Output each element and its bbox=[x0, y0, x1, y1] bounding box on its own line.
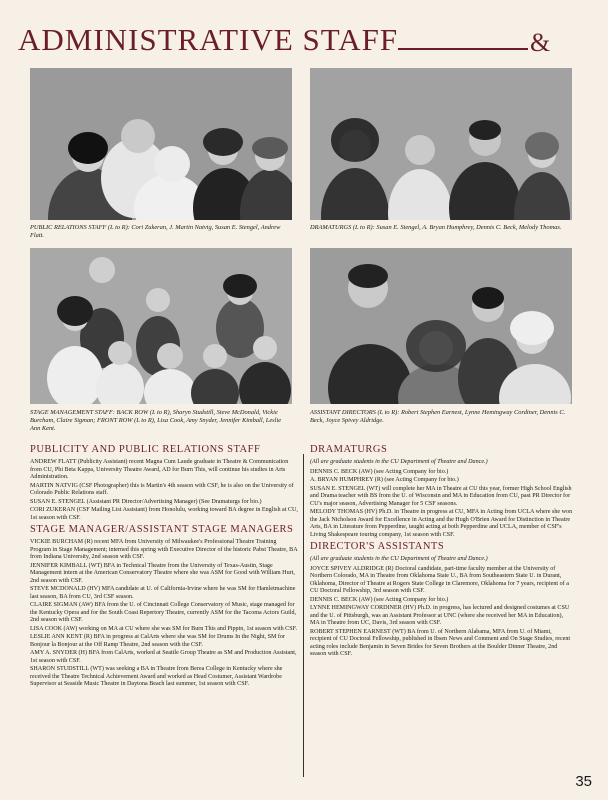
bio-paragraph: LESLIE ANN KENT (R) BFA in progress at CalArts where she was SM for Drums In the Night, SM for Bonjour la Bonjour at the Off Ramp Theatre, 2nd season with the CSF. bbox=[30, 634, 286, 648]
column-divider bbox=[303, 454, 304, 777]
section-heading-dramaturgs: DRAMATURGS bbox=[310, 444, 388, 455]
bio-paragraph: SUSAN E. STENGEL (WT) will complete her MA in Theatre at CU this year, former High School English and Drama teacher with BS from the U. of Wisconsin and MA in Education from CU, past PR Director for CU's major season, Advertising Manager for 5 CSF seasons. bbox=[310, 485, 572, 507]
bio-paragraph: DENNIS C. BECK (AW) (see Acting Company for bio.) bbox=[310, 468, 449, 475]
bio-paragraph: ANDREW FLATT (Publicity Assistant) recent Magna Cum Laude graduate in Theatre & Communication from CU, Phi Beta Kappa, University Theatre Award, AD for Burn This, will continue his studies in Arts Administration. bbox=[30, 459, 289, 480]
bio-paragraph: CLAIRE SIGMAN (AW) BFA from the U. of Cincinnati College Conservatory of Music, stage managed for the Kentucky Opera and for the South Coast Repertory Theatre, currently ASM for the Tacoma Actors Guild, 2nd season with CSF. bbox=[30, 602, 297, 623]
photo-public-relations-staff bbox=[30, 68, 292, 220]
bio-paragraph: MELODY THOMAS (HV) Ph.D. in Theatre in progress at CU, MFA in Acting from UCLA where she won the Jack Nicholson Award for Excellence in Acting and the Hugh O'Brien Award for Distinction in Theatre Arts, BA in Literature from Pepperdine, taught acting at both Pepperdine and UCLA, member of CSF's Living Shakespeare touring company, 1st season with CSF. bbox=[310, 509, 573, 538]
bio-paragraph: VICKIE BURCHAM (R) recent MFA from University of Milwaukee's Professional Theatre Training Program in Stage Management; interned this spring with Executive Director of the historic Pabst Theatre, BA from Indiana University, 2nd season with CSF. bbox=[30, 539, 298, 560]
page-number: 35 bbox=[575, 773, 592, 790]
bio-paragraph: STEVE MCDONALD (HV) MFA candidate at U. of California-Irvine where he was SM for Hamletmachine last season, BA from CU, 3rd CSF season. bbox=[30, 586, 296, 600]
bio-paragraph: LYNNE HEMINGWAY CORDINER (HV) Ph.D. in progress, has lectured and designed costumes at CSU and the U. of Pittsburgh, was an Assistant Professor at UNC (where she received her MA in Education), MA in Theatre from UC, Davis, 3rd season with CSF. bbox=[310, 605, 570, 626]
bio-paragraph: MARTIN NATVIG (CSF Photographer) this is Martin's 4th season with CSF, he is also on the University of Colorado Public Relations staff. bbox=[30, 482, 294, 496]
left-column bbox=[30, 442, 298, 690]
right-column bbox=[310, 442, 574, 660]
photo-caption: ASSISTANT DIRECTORS (L to R): Robert Stephen Earnest, Lynne Hemingway Cordiner, Dennis C. Beck, Joyce Spivey Aldridge. bbox=[310, 409, 566, 424]
section-note: (All are graduate students in the CU Department of Theatre and Dance.) bbox=[310, 556, 488, 562]
photo-caption: STAGE MANAGEMENT STAFF: BACK ROW (L to R), Sharyn Studstill, Steve McDonald, Vickie Burcham, Claire Sigman; FRONT ROW (L to R), Lisa Cook, Amy Snyder, Jennifer Kimball, Leslie Ann Kent. bbox=[30, 409, 282, 432]
bio-paragraph: SHARON STUDSTILL (WT) was seeking a BA in Theatre from Berea College in Kentucky where she received the Theatre Technical Achievement Award and worked as Head Costumer, Assistant Wardrobe Supervisor at Seaside Music Theatre in Daytona Beach last summer, 1st season with CSF. bbox=[30, 666, 283, 687]
bio-paragraph: ROBERT STEPHEN EARNEST (WT) BA from U. of Northern Alabama, MFA from U. of Miami, recipient of CU Doctoral Fellowship, published in Ibsen News and Comment and On Stage Studies, recent acting roles include Benjamin in Seven Brides for Seven Brothers at the Boulder Dinner Theatre, 2nd season with CSF. bbox=[310, 628, 571, 657]
photo-dramaturgs bbox=[310, 68, 572, 220]
bio-paragraph: SUSAN E. STENGEL (Assistant PR Director/Advertising Manager) (See Dramaturgs for bio.) bbox=[30, 498, 262, 505]
section-heading-stage-managers: STAGE MANAGER/ASSISTANT STAGE MANAGERS bbox=[30, 524, 294, 535]
bio-paragraph: DENNIS C. BECK (AW) (see Acting Company for bio.) bbox=[310, 596, 449, 603]
photo-assistant-directors bbox=[310, 248, 572, 404]
bio-paragraph: LISA COOK (AW) working on MA at CU where she was SM for Burn This and Pippin, 1st season with CSF. bbox=[30, 625, 298, 632]
bio-paragraph: JENNIFER KIMBALL (WT) BFA in Technical Theatre from the University of Texas-Austin, Stage Management intern at the American Conservatory Theatre where she was ASM for Good with William Hurt, 2nd season with CSF. bbox=[30, 562, 295, 584]
bio-paragraph: A. BRYAN HUMPHREY (R) (see Acting Company for bio.) bbox=[310, 477, 459, 483]
section-note: (All are graduate students in the CU Department of Theatre and Dance.) bbox=[310, 459, 488, 465]
photo-caption: DRAMATURGS (L to R): Susan E. Stengel, A. Bryan Humphrey, Dennis C. Beck, Melody Thomas. bbox=[310, 224, 562, 231]
bio-paragraph: CORI ZUKERAN (CSF Mailing List Assistant) from Honolulu, working toward BA degree in English at CU, 1st season with CSF. bbox=[30, 507, 298, 521]
photo-caption: PUBLIC RELATIONS STAFF (L to R): Cori Zukeran, J. Martin Natvig, Susan E. Stengel, Andrew Flatt. bbox=[30, 224, 281, 239]
photo-stage-management-staff bbox=[30, 248, 292, 404]
page-title: ADMINISTRATIVE STAFF bbox=[18, 22, 399, 57]
title-rule bbox=[398, 48, 528, 50]
bio-paragraph: JOYCE SPIVEY ALDRIDGE (R) Doctoral candidate, part-time faculty member at the University of Northern Colorado, MA in Theatre from Oklahoma State U., BA from Southeastern State U. in Durant, Oklahoma, Director of Theatre at Rogers State College in Claremore, Oklahoma for 7 years, recipient of a CU Doctoral Fellowship, 3rd season with CSF. bbox=[310, 565, 569, 594]
flourish-icon: & bbox=[530, 28, 551, 57]
bio-paragraph: AMY A. SNYDER (H) BFA from CalArts, worked at Seattle Group Theatre as SM and Production Assistant, 1st season with CSF. bbox=[30, 650, 297, 664]
section-heading-directors-assistants: DIRECTOR'S ASSISTANTS bbox=[310, 541, 445, 552]
section-heading-publicity: PUBLICITY AND PUBLIC RELATIONS STAFF bbox=[30, 444, 261, 455]
